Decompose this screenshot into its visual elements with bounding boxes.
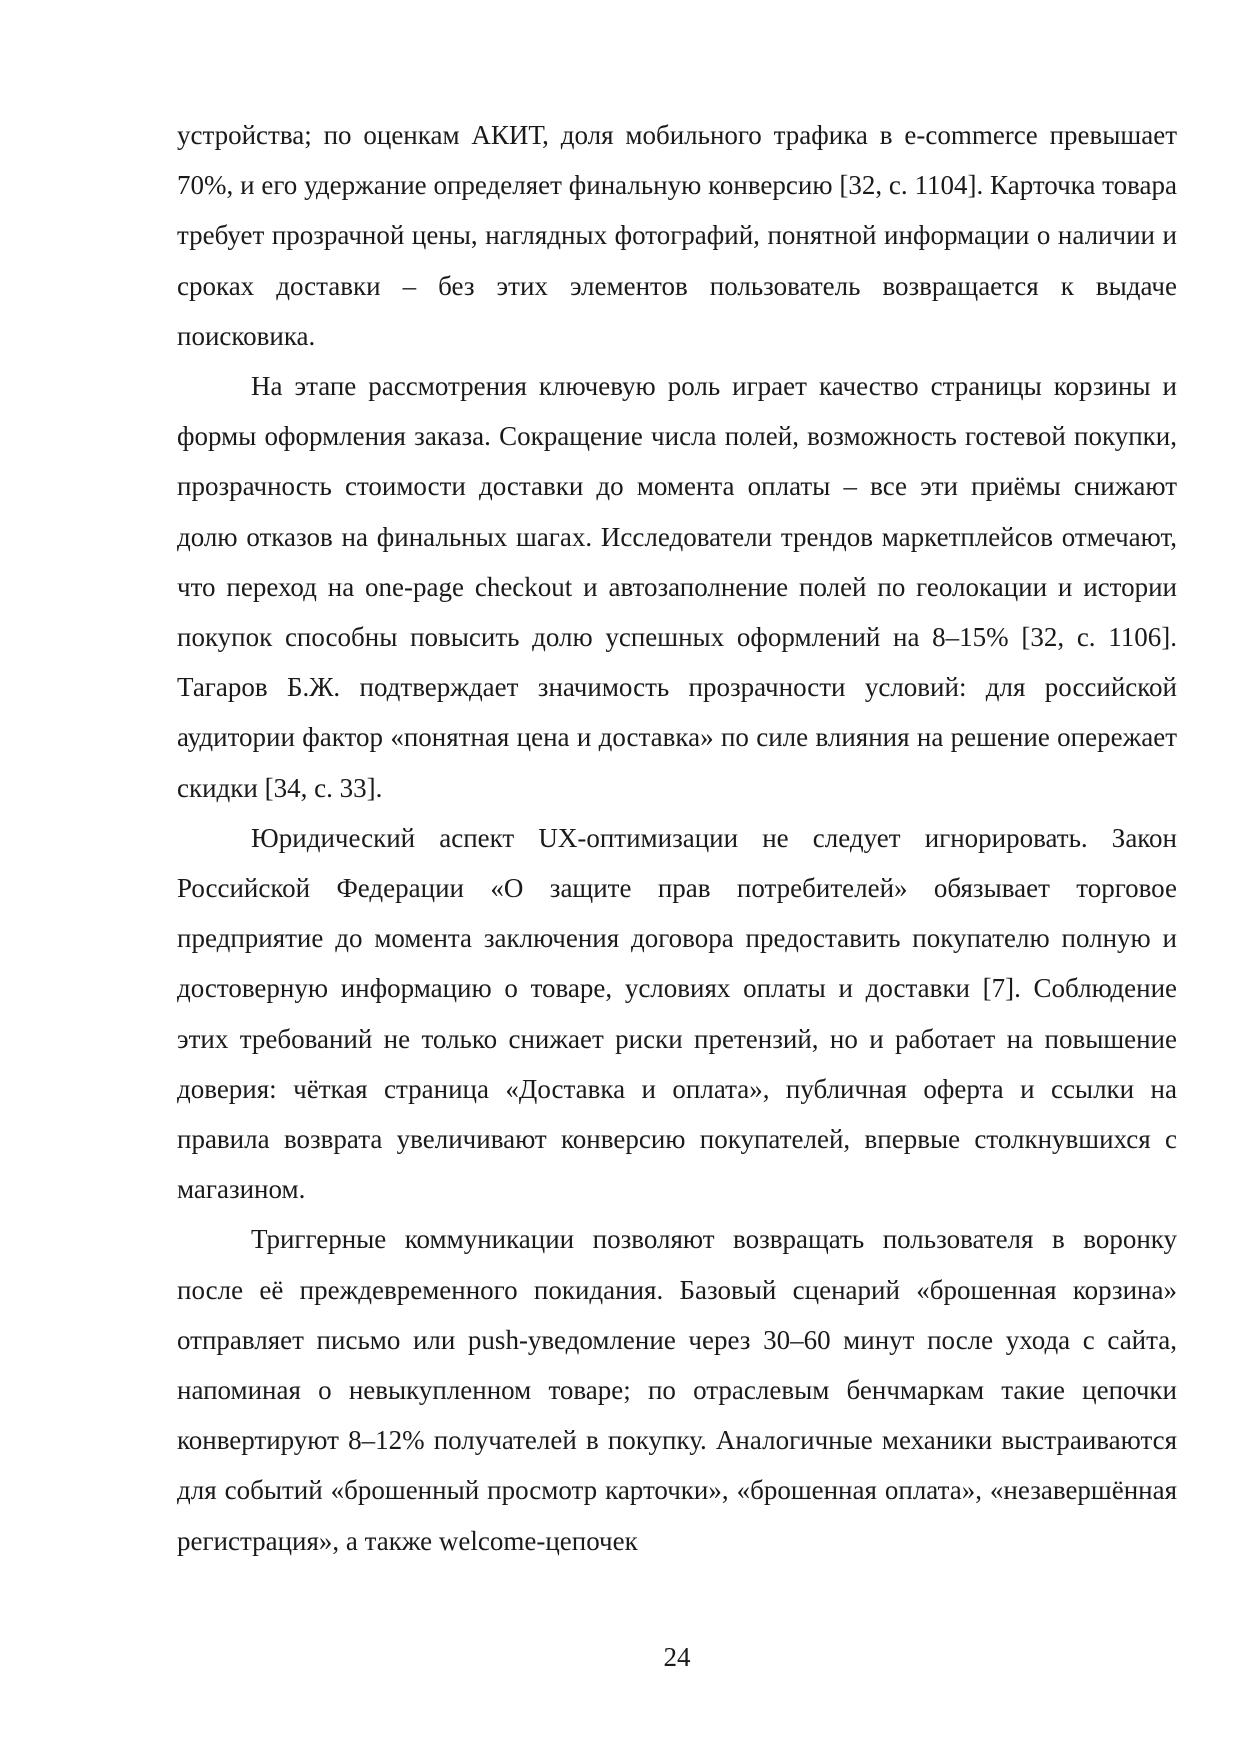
paragraph-legal-aspect: Юридический аспект UX-оптимизации не следует игнорировать. Закон Российской Федерации «О защите прав потребителей» обязывает торговое предприятие до момента заключения договора предоставить покупателю полную и достоверную информацию о товаре, условиях оплаты и доставки [7]. Соблюдение этих требований не только снижает риски претензий, но и работает на повышение доверия: чёткая страница «Доставка и оплата», публичная оферта и ссылки на правила возврата увеличивают конверсию покупателей, впервые столкнувшихся с магазином.: [177, 822, 1177, 1205]
page-number: 24: [663, 1642, 691, 1672]
body-text: [177, 110, 1177, 1566]
paragraph-checkout-stage: На этапе рассмотрения ключевую роль играет качество страницы корзины и формы оформления заказа. Сокращение числа полей, возможность гостевой покупки, прозрачность стоимости доставки до момента оплаты – все эти приёмы снижают долю отказов на финальных шагах. Исследователи трендов маркетплейсов отмечают, что переход на one-page checkout и автозаполнение полей по геолокации и истории покупок способны повысить долю успешных оформлений на 8–15% [32, с. 1106]. Тагаров Б.Ж. подтверждает значимость прозрачности условий: для российской аудитории фактор «понятная цена и доставка» по силе влияния на решение опережает скидки [34, с. 33].: [177, 371, 1177, 803]
paragraph-trigger-communications: Триггерные коммуникации позволяют возвращать пользователя в воронку после её преждевременного покидания. Базовый сценарий «брошенная корзина» отправляет письмо или push-уведомление через 30–60 минут после ухода с сайта, напоминая о невыкупленном товаре; по отраслевым бенчмаркам такие цепочки конвертируют 8–12% получателей в покупку. Аналогичные механики выстраиваются для событий «брошенный просмотр карточки», «брошенная оплата», «незавершённая регистрация», а также welcome-цепочек: [177, 1224, 1177, 1556]
paragraph-continuation: устройства; по оценкам АКИТ, доля мобильного трафика в e-commerce превышает 70%, и его удержание определяет финальную конверсию [32, с. 1104]. Карточка товара требует прозрачной цены, наглядных фотографий, понятной информации о наличии и сроках доставки – без этих элементов пользователь возвращается к выдаче поисковика.: [177, 120, 1177, 351]
